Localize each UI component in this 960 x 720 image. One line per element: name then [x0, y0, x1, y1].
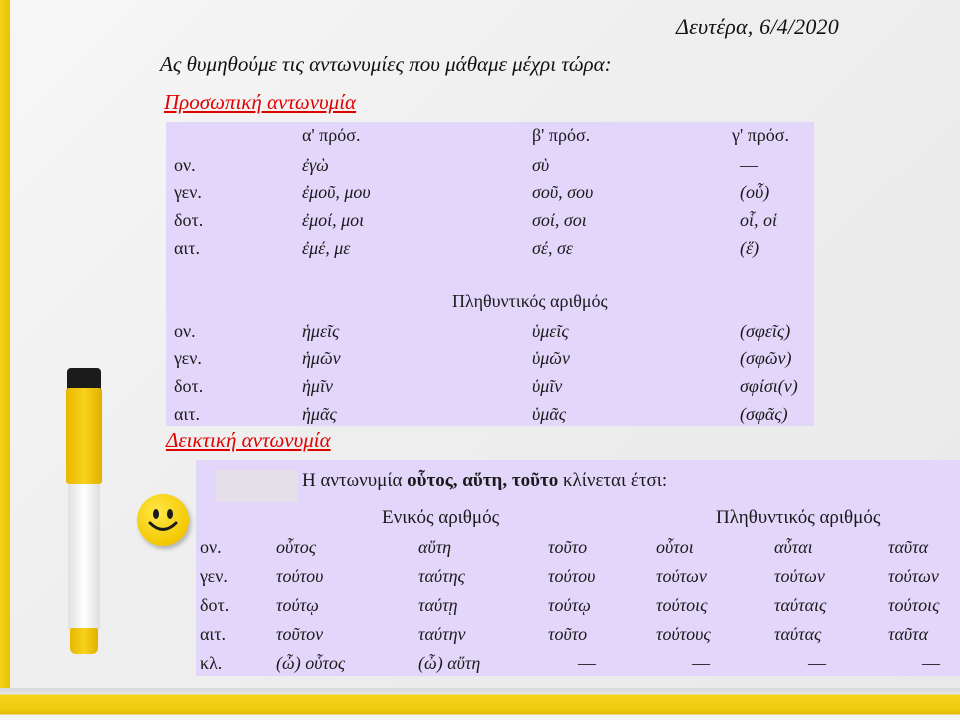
- demonstrative-intro: [302, 470, 667, 492]
- marker-cap: [67, 368, 101, 390]
- table-cell: (σφῶν): [740, 348, 792, 368]
- table-cell: (οὗ): [740, 182, 770, 202]
- table-cell: σὺ: [532, 155, 550, 175]
- case-label: ον.: [200, 537, 222, 557]
- marker-barrel: [68, 484, 100, 630]
- table-cell: ἡμᾶς: [302, 404, 337, 424]
- table-cell: αὕτη: [418, 537, 452, 557]
- intro-bold: οὗτος, αὕτη, τοῦτο: [407, 470, 559, 491]
- table-cell: τοῦτο: [548, 537, 588, 557]
- table-cell: (ἕ): [740, 238, 760, 258]
- table-cell: (ὦ) αὕτη: [418, 653, 481, 673]
- table-cell: (σφᾶς): [740, 404, 788, 424]
- case-label: αιτ.: [174, 404, 201, 424]
- table-cell: σοῦ, σου: [532, 182, 594, 202]
- table-cell: τούτῳ: [548, 595, 591, 615]
- table-cell: ταῦτα: [888, 624, 929, 644]
- table-cell: αὗται: [774, 537, 813, 557]
- intro-suffix: κλίνεται έτσι:: [558, 470, 668, 491]
- table-cell: ταύταις: [774, 595, 827, 615]
- board-frame-bottom: [0, 688, 960, 720]
- table-cell: τούτους: [656, 624, 711, 644]
- case-label: ον.: [174, 321, 196, 341]
- table-cell: τούτων: [774, 566, 825, 586]
- table-cell: τούτοις: [656, 595, 708, 615]
- table-cell: σφίσι(ν): [740, 376, 798, 396]
- table-cell: τούτῳ: [276, 595, 319, 615]
- table-cell: τούτοις: [888, 595, 940, 615]
- case-label: αιτ.: [200, 624, 227, 644]
- personal-pronoun-heading: Προσωπική αντωνυμία: [164, 90, 357, 114]
- singular-label: Ενικός αριθμός: [382, 507, 500, 528]
- table-cell: ἡμῖν: [302, 376, 333, 396]
- table-cell: (σφεῖς): [740, 321, 791, 341]
- table-cell: ἐμοί, μοι: [302, 210, 365, 230]
- case-label: δοτ.: [200, 595, 230, 615]
- table-header: α' πρόσ.: [302, 125, 361, 145]
- case-label: γεν.: [174, 348, 202, 368]
- intro-prefix: Η αντωνυμία: [302, 470, 408, 491]
- case-label: γεν.: [200, 566, 228, 586]
- case-label: γεν.: [174, 182, 202, 202]
- smiley-face: [137, 494, 189, 546]
- table-header: γ' πρόσ.: [732, 125, 789, 145]
- table-cell: τούτων: [656, 566, 707, 586]
- table-cell: —: [922, 653, 940, 673]
- case-label: ον.: [174, 155, 196, 175]
- table-cell: ταύτην: [418, 624, 466, 644]
- personal-pronoun-table: [166, 122, 814, 426]
- marker-body: [66, 388, 102, 484]
- table-cell: ταύτῃ: [418, 595, 458, 615]
- table-cell: οἷ, οἱ: [740, 210, 778, 230]
- table-cell: ὑμῖν: [532, 376, 563, 396]
- table-cell: —: [808, 653, 826, 673]
- case-label: δοτ.: [174, 210, 204, 230]
- table-cell: ταύτας: [774, 624, 822, 644]
- table-cell: ταῦτα: [888, 537, 929, 557]
- plural-label: Πληθυντικός αριθμός: [452, 291, 608, 311]
- label-box: [216, 470, 298, 502]
- table-cell: ἡμῶν: [302, 348, 341, 368]
- table-cell: σοί, σοι: [532, 210, 587, 230]
- date-label: Δευτέρα, 6/4/2020: [676, 14, 839, 39]
- table-cell: ὑμεῖς: [532, 321, 569, 341]
- table-cell: σέ, σε: [532, 238, 573, 258]
- table-cell: (ὦ) οὗτος: [276, 653, 346, 673]
- table-cell: —: [740, 155, 758, 175]
- table-cell: τούτου: [276, 566, 324, 586]
- marker-tail: [70, 628, 98, 654]
- board-frame-left: [0, 0, 10, 700]
- table-cell: ἐμοῦ, μου: [302, 182, 371, 202]
- table-cell: οὗτος: [276, 537, 317, 557]
- table-cell: ταύτης: [418, 566, 465, 586]
- demonstrative-pronoun-heading: Δεικτική αντωνυμία: [166, 428, 331, 452]
- table-cell: ἐγὼ: [302, 155, 329, 175]
- case-label: αιτ.: [174, 238, 201, 258]
- table-cell: τοῦτο: [548, 624, 588, 644]
- table-cell: —: [692, 653, 710, 673]
- table-cell: ὑμῶν: [532, 348, 570, 368]
- table-cell: ἐμέ, με: [302, 238, 351, 258]
- table-cell: οὗτοι: [656, 537, 694, 557]
- page-subtitle: Ας θυμηθούμε τις αντωνυμίες που μάθαμε μέχρι τώρα:: [160, 52, 612, 76]
- table-cell: ὑμᾶς: [532, 404, 567, 424]
- case-label: δοτ.: [174, 376, 204, 396]
- table-cell: —: [578, 653, 596, 673]
- plural-label: Πληθυντικός αριθμός: [716, 507, 881, 528]
- table-cell: τούτου: [548, 566, 596, 586]
- table-cell: τοῦτον: [276, 624, 324, 644]
- case-label: κλ.: [200, 653, 223, 673]
- smiley-icon: [137, 494, 189, 546]
- table-cell: τούτων: [888, 566, 939, 586]
- table-cell: ἡμεῖς: [302, 321, 340, 341]
- table-header: β' πρόσ.: [532, 125, 591, 145]
